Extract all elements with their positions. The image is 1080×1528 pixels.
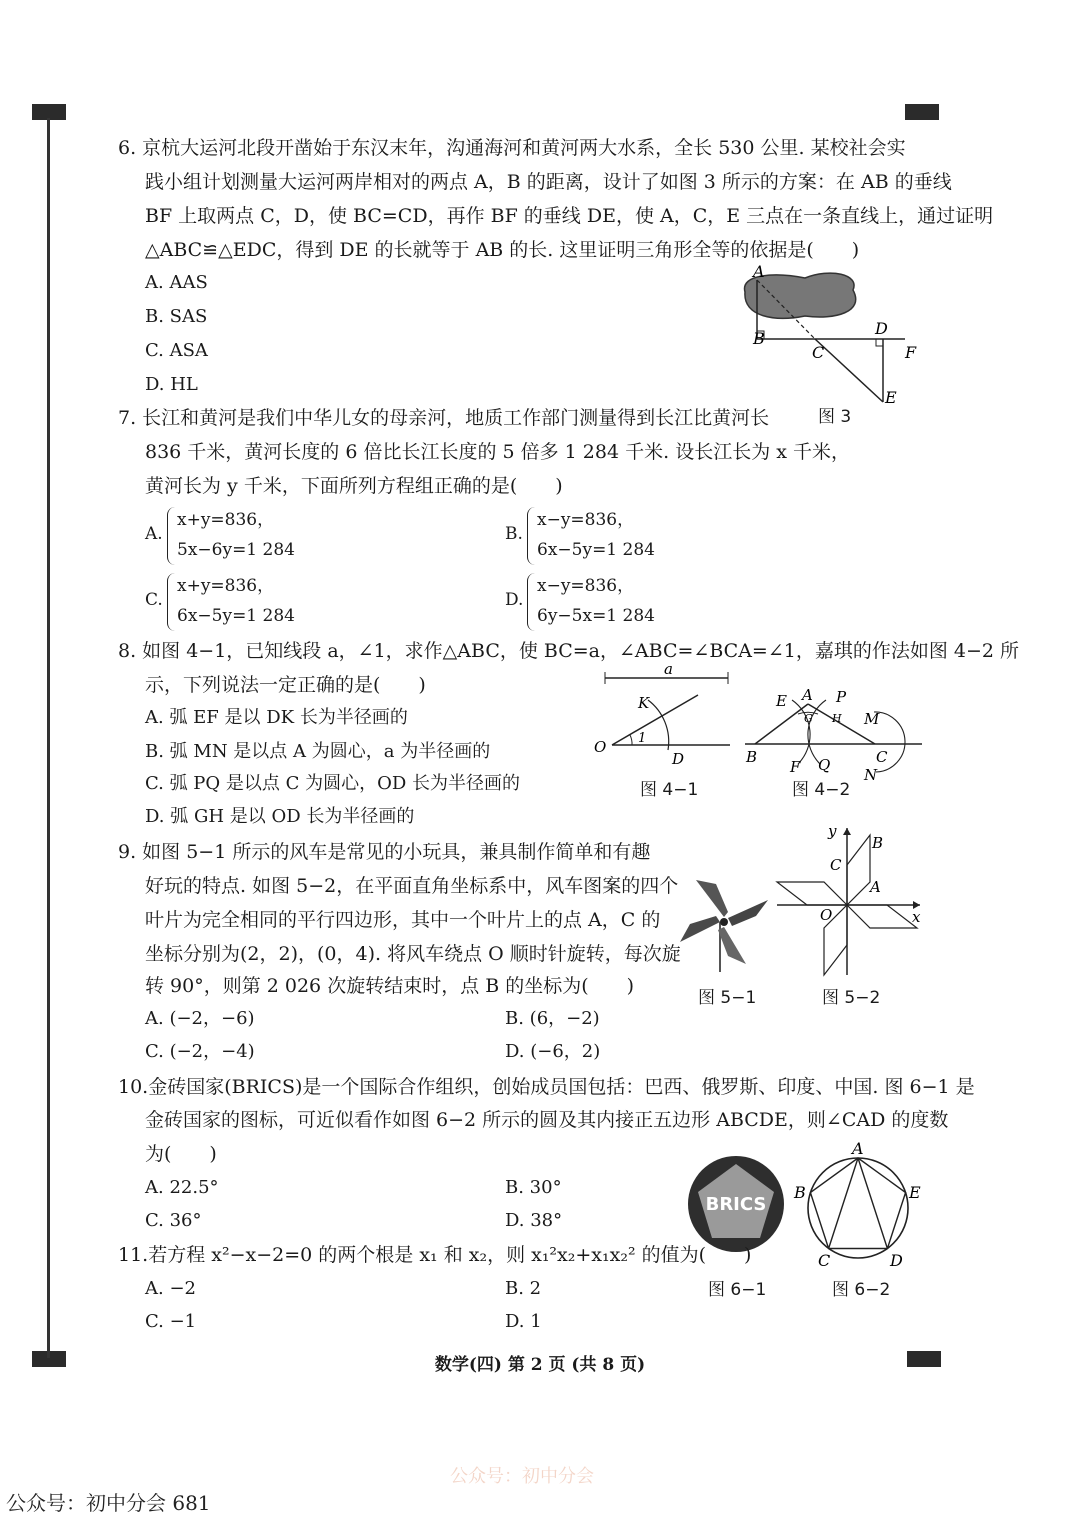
q10-fig2-label-d: D [890,1251,903,1270]
q7-option-d [505,571,705,635]
q8-fig1-label-k: K [638,694,650,712]
q10-fig2-label-b: B [794,1183,806,1202]
q10-fig2-caption: 图 6−2 [832,1280,891,1300]
q9-line-2: 好玩的特点. 如图 5−2，在平面直角坐标系中，风车图案的四个 [145,875,679,897]
q6-label-b: B [753,329,765,348]
q7-option-d-eq1: x−y=836， [537,576,635,596]
q8-fig2-label-n: N [864,766,878,782]
q7-option-c [145,571,345,635]
q6-figure-caption: 图 3 [818,407,852,427]
corner-marker-top-right [905,104,939,120]
q8-fig2-label-f: F [790,758,801,776]
q8-fig2-label-m: M [864,710,880,728]
q7-line-1: 7. 长江和黄河是我们中华儿女的母亲河，地质工作部门测量得到长江比黄河长 [118,407,770,429]
q7-line-2: 836 千米，黄河长度的 6 倍比长江长度的 5 倍多 1 284 千米. 设长江长为 x 千米， [145,441,850,463]
q8-option-b: B. 弧 MN 是以点 A 为圆心，a 为半径画的 [145,741,491,762]
q6-figure-3 [735,262,935,412]
q10-line-2: 金砖国家的图标，可近似看作如图 6−2 所示的圆及其内接正五边形 ABCDE，则∠CAD 的度数 [145,1109,949,1131]
q7-option-a-eq2: 5x−6y=1 284 [177,540,295,560]
q8-figure-4-2 [740,682,925,782]
q9-fig2-label-o: O [820,906,833,924]
q10-line-3: 为( ) [145,1143,217,1165]
q8-fig2-label-p: P [836,688,847,706]
q7-option-c-eq1: x+y=836， [177,576,275,596]
q7-option-a [145,505,345,569]
brace [167,573,176,631]
q6-label-e: E [885,388,897,407]
brics-logo-text: BRICS [705,1194,767,1215]
q8-fig2-label-c: C [876,748,888,766]
q9-line-3: 叶片为完全相同的平行四边形，其中一个叶片上的点 A，C 的 [145,909,661,931]
q6-label-a: A [753,262,765,281]
q8-fig2-label-b: B [746,748,758,766]
q8-fig1-label-1: 1 [638,731,647,746]
q8-fig2-caption: 图 4−2 [792,780,851,800]
q6-label-c: C [812,343,825,362]
q7-option-b-eq2: 6x−5y=1 284 [537,540,655,560]
q8-fig1-caption: 图 4−1 [640,780,699,800]
q8-option-a: A. 弧 EF 是以 DK 长为半径画的 [145,707,408,728]
brace [167,507,176,565]
brace [527,573,536,631]
q6-option-a: A. AAS [145,272,208,293]
q10-fig2-label-a: A [852,1140,864,1158]
q10-option-b: B. 30° [505,1177,562,1198]
q10-fig1-caption: 图 6−1 [708,1280,767,1300]
q10-option-a: A. 22.5° [145,1177,219,1198]
q6-line-4: △ABC≌△EDC，得到 DE 的长就等于 AB 的长. 这里证明三角形全等的依据是( ) [145,239,860,261]
q8-fig2-label-g: G [804,712,813,725]
q6-option-b: B. SAS [145,306,208,327]
q7-option-a-label: A. [145,524,163,544]
q8-line-2: 示，下列说法一定正确的是( ) [145,674,426,696]
q9-line-4: 坐标分别为(2，2)，(0，4). 将风车绕点 O 顺时针旋转，每次旋 [145,943,681,965]
watermark-center: 公众号：初中分会 [450,1466,594,1487]
binding-line [47,118,50,1358]
q6-line-3: BF 上取两点 C，D，使 BC=CD，再作 BF 的垂线 DE，使 A，C，E 三点在一条直线上，通过证明 [145,205,994,227]
q9-fig2-label-c: C [830,856,842,874]
q6-option-c: C. ASA [145,340,208,361]
q10-line-1: 10.金砖国家(BRICS)是一个国际合作组织，创始成员国包括：巴西、俄罗斯、印度、中国. 图 6−1 是 [118,1076,975,1098]
q6-option-d: D. HL [145,374,198,395]
q9-fig2-label-a: A [870,878,881,896]
q8-option-c: C. 弧 PQ 是以点 C 为圆心，OD 长为半径画的 [145,773,521,794]
q10-option-c: C. 36° [145,1210,202,1231]
q9-line-1: 9. 如图 5−1 所示的风车是常见的小玩具，兼具制作简单和有趣 [118,841,651,863]
q7-option-a-eq1: x+y=836， [177,510,275,530]
q9-option-d: D. (−6，2) [505,1041,601,1062]
q7-option-d-label: D. [505,590,524,610]
brace [527,507,536,565]
q8-fig2-label-e: E [776,692,787,710]
q7-option-b-label: B. [505,524,523,544]
q6-label-d: D [875,319,888,338]
q9-option-a: A. (−2，−6) [145,1008,255,1029]
q6-line-2: 践小组计划测量大运河两岸相对的两点 A，B 的距离，设计了如图 3 所示的方案：在 AB 的垂线 [145,171,952,193]
q7-option-d-eq2: 6y−5x=1 284 [537,606,655,626]
q7-option-b-eq1: x−y=836， [537,510,635,530]
q7-option-b [505,505,705,569]
q11-option-c: C. −1 [145,1311,197,1332]
q9-option-c: C. (−2，−4) [145,1041,255,1062]
q11-option-a: A. −2 [145,1278,196,1299]
q9-figure-5-2 [772,820,927,980]
watermark-bottom: 公众号：初中分会 681 [6,1491,211,1515]
q8-option-d: D. 弧 GH 是以 OD 长为半径画的 [145,806,415,827]
q9-option-b: B. (6，−2) [505,1008,600,1029]
q10-figure-6-2 [790,1140,930,1270]
q9-fig1-caption: 图 5−1 [698,988,757,1008]
q7-option-c-eq2: 6x−5y=1 284 [177,606,295,626]
q11-option-d: D. 1 [505,1311,542,1332]
q11-line: 11.若方程 x²−x−2=0 的两个根是 x₁ 和 x₂，则 x₁²x₂+x₁x₂² 的值为( ) [118,1244,752,1266]
pinwheel-image [676,872,774,972]
q8-line-1: 8. 如图 4−1，已知线段 a，∠1，求作△ABC，使 BC=a，∠ABC=∠BCA=∠1，嘉琪的作法如图 4−2 所 [118,640,1020,662]
q8-fig2-label-a: A [802,686,813,704]
q8-fig1-label-a: a [664,660,673,678]
q9-fig2-caption: 图 5−2 [822,988,881,1008]
q11-option-b: B. 2 [505,1278,542,1299]
q9-fig2-label-x: x [912,908,921,926]
q7-line-3: 黄河长为 y 千米，下面所列方程组正确的是( ) [145,475,563,497]
q9-fig2-label-b: B [872,834,884,852]
q10-fig2-label-c: C [818,1251,831,1270]
q6-label-f: F [905,343,917,362]
q10-fig2-label-e: E [909,1183,921,1202]
q9-line-5: 转 90°，则第 2 026 次旋转结束时，点 B 的坐标为( ) [145,975,635,997]
q8-fig1-label-o: O [594,738,607,756]
q8-fig2-label-h: H [832,712,842,725]
page-footer: 数学(四) 第 2 页 (共 8 页) [434,1355,646,1375]
q10-option-d: D. 38° [505,1210,563,1231]
q7-option-c-label: C. [145,590,163,610]
q8-fig1-label-d: D [672,750,685,768]
q8-figure-4-1 [590,660,735,775]
q9-fig2-label-y: y [828,822,837,840]
q6-line-1: 6. 京杭大运河北段开凿始于东汉末年，沟通海河和黄河两大水系，全长 530 公里. 某校社会实 [118,137,906,159]
q8-fig2-label-q: Q [818,756,831,774]
